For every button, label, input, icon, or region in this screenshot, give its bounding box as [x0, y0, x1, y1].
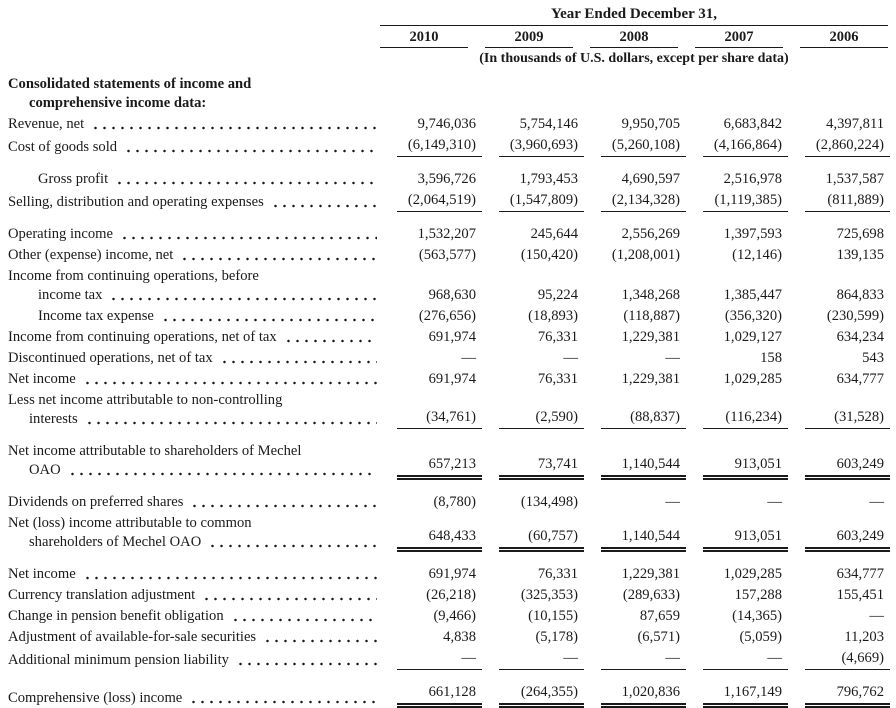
value-cell: (325,353) [520, 587, 578, 603]
value-cell: 2,556,269 [621, 226, 680, 242]
row-label: Net income [8, 371, 76, 387]
value-cell: (1,547,809) [499, 191, 584, 212]
value-cell: (2,064,519) [397, 191, 482, 212]
value-cell: (1,119,385) [703, 191, 788, 212]
value-cell: (60,757) [499, 527, 584, 552]
value-cell: (14,365) [732, 608, 782, 624]
value-cell: 796,762 [805, 683, 890, 708]
row-label: Income from continuing operations, net of tax [8, 329, 277, 345]
row-label-block [6, 628, 380, 647]
value-cell: (150,420) [520, 247, 578, 263]
row-label: Change in pension benefit obligation [8, 608, 224, 624]
value-cell: 634,777 [836, 566, 884, 582]
value-cell: 6,683,842 [723, 116, 782, 132]
value-cell: (276,656) [418, 308, 476, 324]
value-cell: 1,532,207 [417, 226, 476, 242]
row-label-block [6, 307, 380, 326]
value-cell: (5,059) [739, 629, 782, 645]
value-cell: (18,893) [528, 308, 578, 324]
row-label: shareholders of Mechel OAO [29, 534, 202, 550]
value-cell: (6,571) [637, 629, 680, 645]
dot-leader [189, 689, 377, 708]
dot-leader [68, 461, 377, 480]
value-cell: (6,149,310) [397, 136, 482, 157]
value-cell: 691,974 [428, 371, 476, 387]
year-column-header: 2006 [800, 28, 888, 48]
year-column-header: 2008 [590, 28, 678, 48]
value-cell: 9,950,705 [621, 116, 680, 132]
value-cell: 1,229,381 [621, 566, 680, 582]
row-label: OAO [29, 462, 61, 478]
value-cell: (31,528) [805, 408, 890, 429]
value-cell: (2,590) [499, 408, 584, 429]
dot-leader [120, 225, 377, 244]
value-cell: — [869, 608, 884, 624]
value-cell: (4,669) [805, 649, 890, 670]
value-cell: — [767, 494, 782, 510]
value-cell: — [499, 649, 584, 670]
year-column-header: 2007 [695, 28, 783, 48]
row-label-block [6, 267, 380, 305]
value-cell: 648,433 [397, 527, 482, 552]
row-label: Net (loss) income attributable to common [8, 515, 252, 531]
dot-leader [83, 370, 377, 389]
dot-leader [91, 115, 377, 134]
value-cell: 4,690,597 [621, 171, 680, 187]
dot-leader [220, 349, 377, 368]
value-cell: 1,167,149 [703, 683, 788, 708]
value-cell: 9,746,036 [417, 116, 476, 132]
table-row [6, 649, 890, 670]
value-cell: 73,741 [499, 455, 584, 480]
row-label: Income from continuing operations, before [8, 268, 259, 284]
value-cell: 3,596,726 [417, 171, 476, 187]
row-label-block [6, 370, 380, 389]
table-row [6, 607, 890, 626]
value-cell: 245,644 [530, 226, 578, 242]
table-row [6, 170, 890, 189]
value-cell: 76,331 [537, 329, 578, 345]
table-row [6, 683, 890, 708]
year-column-header: 2010 [380, 28, 468, 48]
value-cell: — [397, 649, 482, 670]
dot-leader [161, 307, 377, 326]
table-row [6, 391, 890, 429]
value-cell: — [461, 350, 476, 366]
value-cell: 139,135 [836, 247, 884, 263]
dot-leader [85, 410, 377, 429]
value-cell: (134,498) [520, 494, 578, 510]
dot-leader [284, 328, 377, 347]
row-label: Less net income attributable to non-controlling [8, 392, 283, 408]
row-label-block [6, 651, 380, 670]
table-row [6, 307, 890, 326]
row-label: Discontinued operations, net of tax [8, 350, 213, 366]
row-label: Consolidated statements of income and [8, 76, 252, 92]
table-row [6, 565, 890, 584]
value-cell: (12,146) [732, 247, 782, 263]
value-cell: — [601, 649, 686, 670]
dot-leader [115, 170, 377, 189]
row-label-block [6, 391, 380, 429]
table-row [6, 370, 890, 389]
row-label: Dividends on preferred shares [8, 494, 184, 510]
row-label-block [6, 193, 380, 212]
value-cell: (5,178) [535, 629, 578, 645]
value-cell: (2,860,224) [805, 136, 890, 157]
dot-leader [202, 586, 377, 605]
value-cell: 1,793,453 [519, 171, 578, 187]
value-cell: (34,761) [397, 408, 482, 429]
table-row [6, 115, 890, 134]
value-cell: (563,577) [418, 247, 476, 263]
dot-leader [83, 565, 377, 584]
row-label-block [6, 689, 380, 708]
value-cell: (2,134,328) [601, 191, 686, 212]
row-label-block [6, 75, 380, 113]
value-cell: 913,051 [703, 527, 788, 552]
table-row [6, 136, 890, 157]
value-cell: 157,288 [734, 587, 782, 603]
value-cell: (230,599) [826, 308, 884, 324]
value-cell: 864,833 [836, 287, 884, 303]
period-title: Year Ended December 31, [380, 5, 888, 26]
table-row [6, 628, 890, 647]
value-cell: (26,218) [426, 587, 476, 603]
row-label-block [6, 493, 380, 512]
table-row [6, 75, 890, 113]
row-label: Other (expense) income, net [8, 247, 174, 263]
value-cell: 634,234 [836, 329, 884, 345]
dot-leader [109, 286, 377, 305]
dot-leader [208, 533, 377, 552]
value-cell: (4,166,864) [703, 136, 788, 157]
value-cell: 1,397,593 [723, 226, 782, 242]
value-cell: 691,974 [428, 566, 476, 582]
table-row [6, 493, 890, 512]
value-cell: 1,229,381 [621, 329, 680, 345]
table-row [6, 328, 890, 347]
units-subtitle: (In thousands of U.S. dollars, except per share data) [479, 51, 789, 66]
row-label-block [6, 328, 380, 347]
value-cell: 158 [760, 350, 782, 366]
value-cell: 968,630 [428, 287, 476, 303]
dot-leader [190, 493, 377, 512]
row-label-block [6, 349, 380, 368]
row-label: Gross profit [38, 171, 109, 187]
table-row [6, 349, 890, 368]
row-label: comprehensive income data: [29, 95, 207, 111]
value-cell: 1,029,285 [723, 371, 782, 387]
row-label: Operating income [8, 226, 113, 242]
row-label-block [6, 246, 380, 265]
value-cell: (5,260,108) [601, 136, 686, 157]
table-row [6, 442, 890, 480]
value-cell: 603,249 [805, 455, 890, 480]
value-cell: 87,659 [639, 608, 680, 624]
value-cell: 11,203 [844, 629, 884, 645]
row-label-block [6, 225, 380, 244]
value-cell: (3,960,693) [499, 136, 584, 157]
value-cell: 1,020,836 [601, 683, 686, 708]
value-cell: (811,889) [805, 191, 890, 212]
dot-leader [124, 138, 377, 157]
row-label: Net income attributable to shareholders of Mechel [8, 443, 302, 459]
value-cell: 1,029,127 [723, 329, 782, 345]
value-cell: (118,887) [623, 308, 680, 324]
row-label: Currency translation adjustment [8, 587, 196, 603]
value-cell: 95,224 [537, 287, 578, 303]
value-cell: (88,837) [601, 408, 686, 429]
row-label: Cost of goods sold [8, 139, 118, 155]
dot-leader [231, 607, 377, 626]
value-cell: 603,249 [805, 527, 890, 552]
value-cell: (8,780) [433, 494, 476, 510]
value-cell: 155,451 [836, 587, 884, 603]
value-cell: 1,385,447 [723, 287, 782, 303]
table-row [6, 246, 890, 265]
value-cell: — [703, 649, 788, 670]
value-cell: 725,698 [836, 226, 884, 242]
row-label: Adjustment of available-for-sale securities [8, 629, 257, 645]
row-label-block [6, 607, 380, 626]
value-cell: 4,838 [443, 629, 476, 645]
table-row [6, 514, 890, 552]
value-cell: (289,633) [622, 587, 680, 603]
value-cell: 657,213 [397, 455, 482, 480]
row-label: Net income [8, 566, 76, 582]
row-label-block [6, 138, 380, 157]
row-label-block [6, 442, 380, 480]
year-column-headers [380, 26, 888, 48]
value-cell: 1,140,544 [601, 455, 686, 480]
value-cell: 543 [862, 350, 884, 366]
row-label: interests [29, 411, 78, 427]
value-cell: 5,754,146 [519, 116, 578, 132]
year-column-header: 2009 [485, 28, 573, 48]
value-cell: (9,466) [433, 608, 476, 624]
dot-leader [180, 246, 377, 265]
value-cell: 691,974 [428, 329, 476, 345]
row-label-block [6, 115, 380, 134]
value-cell: — [665, 494, 680, 510]
row-label-block [6, 170, 380, 189]
row-label: income tax [38, 287, 103, 303]
row-label: Comprehensive (loss) income [8, 690, 183, 706]
value-cell: 1,537,587 [825, 171, 884, 187]
row-label: Additional minimum pension liability [8, 652, 229, 668]
value-cell: (1,208,001) [611, 247, 680, 263]
table-row [6, 267, 890, 305]
value-cell: 2,516,978 [723, 171, 782, 187]
value-cell: 634,777 [836, 371, 884, 387]
value-cell: (356,320) [724, 308, 782, 324]
row-label-block [6, 565, 380, 584]
table-body [6, 75, 890, 708]
value-cell: 76,331 [537, 566, 578, 582]
table-row [6, 225, 890, 244]
table-header [380, 5, 888, 68]
value-cell: (116,234) [703, 408, 788, 429]
value-cell: 1,348,268 [621, 287, 680, 303]
row-label-block [6, 586, 380, 605]
dot-leader [236, 651, 377, 670]
value-cell: 1,140,544 [601, 527, 686, 552]
dot-leader [271, 193, 377, 212]
value-cell: 661,128 [397, 683, 482, 708]
value-cell: — [563, 350, 578, 366]
row-label: Selling, distribution and operating expenses [8, 194, 264, 210]
row-label: Income tax expense [38, 308, 154, 324]
table-row [6, 191, 890, 212]
value-cell: (10,155) [528, 608, 578, 624]
row-label: Revenue, net [8, 116, 85, 132]
value-cell: — [869, 494, 884, 510]
dot-leader [263, 628, 377, 647]
table-row [6, 586, 890, 605]
value-cell: 913,051 [703, 455, 788, 480]
value-cell: 1,229,381 [621, 371, 680, 387]
row-label-block [6, 514, 380, 552]
value-cell: 76,331 [537, 371, 578, 387]
value-cell: 4,397,811 [826, 116, 884, 132]
value-cell: 1,029,285 [723, 566, 782, 582]
value-cell: (264,355) [499, 683, 584, 708]
value-cell: — [665, 350, 680, 366]
